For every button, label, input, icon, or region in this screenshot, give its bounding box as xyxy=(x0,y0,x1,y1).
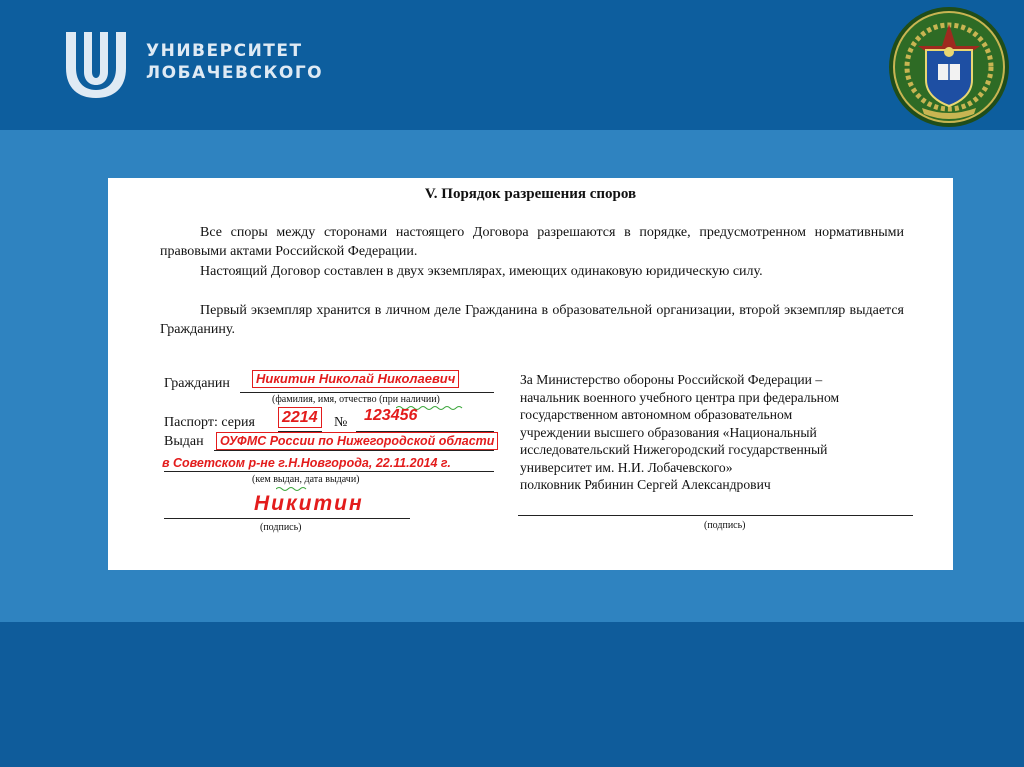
footer-band xyxy=(0,622,1024,767)
ministry-line-3: государственном автономном образовательном xyxy=(520,407,793,422)
citizen-signature: Никитин xyxy=(254,492,364,515)
ministry-signature-underline xyxy=(518,515,913,516)
issued-underline-2 xyxy=(164,471,494,472)
citizen-name-value: Никитин Николай Николаевич xyxy=(252,370,459,388)
paragraph-disputes: Все споры между сторонами настоящего Договора разрешаются в порядке, предусмотренном нормативными правовыми актами Российской Федерации. xyxy=(160,225,904,259)
ministry-signature-caption: (подпись) xyxy=(704,520,746,531)
signature-caption: (подпись) xyxy=(260,522,302,533)
ministry-line-2: начальник военного учебного центра при федеральном xyxy=(520,389,840,405)
ministry-line-7: полковник Рябинин Сергей Александрович xyxy=(520,477,771,492)
name-underline xyxy=(240,392,494,393)
issued-by-line1: ОУФМС России по Нижегородской области xyxy=(216,432,498,450)
university-logo xyxy=(62,28,332,100)
ministry-line-1: За Министерство обороны Российской Федерации – xyxy=(520,372,823,387)
signature-underline xyxy=(164,518,410,519)
ministry-block xyxy=(520,371,900,494)
issued-caption: (кем выдан, дата выдачи) xyxy=(252,474,360,485)
paragraph-copies: Настоящий Договор составлен в двух экземплярах, имеющих одинаковую юридическую силу. xyxy=(200,264,763,279)
issued-label: Выдан xyxy=(164,434,204,449)
military-center-emblem-icon xyxy=(888,6,1010,128)
issued-underline-1 xyxy=(214,450,494,451)
issued-by-line2: в Советском р-не г.Н.Новгорода, 22.11.2014 г. xyxy=(162,456,451,470)
section-title: V. Порядок разрешения споров xyxy=(424,186,637,202)
passport-series-label: Паспорт: серия xyxy=(164,415,255,430)
passport-series-value: 2214 xyxy=(278,407,322,428)
university-name-line2: ЛОБАЧЕВСКОГО xyxy=(146,63,324,83)
paragraph-storage: Первый экземпляр хранится в личном деле Гражданина в образовательной организации, второй экземпляр выдается Гражданину. xyxy=(160,303,904,337)
name-caption: (фамилия, имя, отчество (при наличии) xyxy=(272,394,440,405)
passport-number-value: 123456 xyxy=(364,407,418,424)
ministry-line-4: учреждении высшего образования «Национальный xyxy=(520,424,817,440)
contract-excerpt xyxy=(108,178,953,570)
citizen-block xyxy=(164,368,564,568)
number-sign: № xyxy=(334,415,348,430)
citizen-label: Гражданин xyxy=(164,376,230,391)
university-name-line1: УНИВЕРСИТЕТ xyxy=(146,41,303,61)
unn-logo-icon xyxy=(62,28,134,100)
ministry-line-5: исследовательский Нижегородский государственный xyxy=(520,442,828,457)
ministry-line-6: университет им. Н.И. Лобачевского» xyxy=(520,459,733,475)
